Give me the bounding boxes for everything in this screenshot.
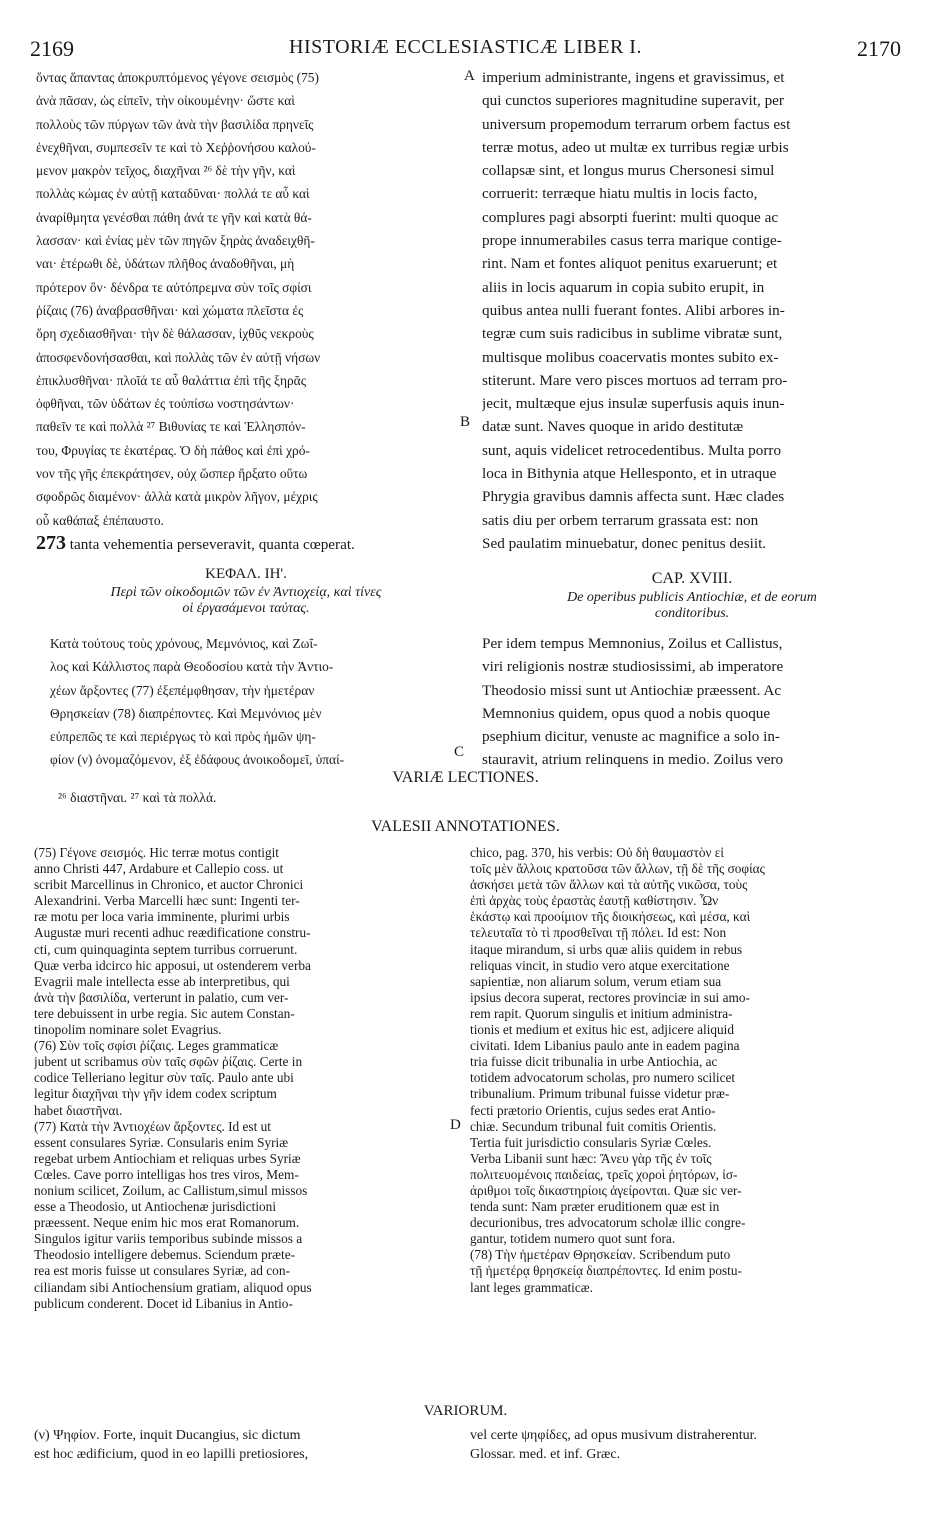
variorum-line: est hoc ædificium, quod in eo lapilli pretiosiores, [34, 1447, 309, 1462]
annotation-line: Singulos igitur variis temporibus subinde missos a [34, 1231, 303, 1247]
annotation-line: τελευταῖα τὸ τὶ προσθεῖναι τῇ πόλει. Id est: Non [470, 925, 727, 941]
annotation-line: πολιτευομένοις παιδείας, τρεῖς χοροὶ ῥητόρων, ἰσ- [470, 1166, 738, 1182]
text-line: ἐνεχθῆναι, συμπεσεῖν τε καὶ τὸ Χεῤῥονήσου καλού- [36, 139, 316, 155]
text-line: prope innumerabiles casus terra marique contige- [482, 232, 782, 250]
text-line: ἀνὰ πᾶσαν, ὡς εἰπεῖν, τὴν οἰκουμένην· ὥστε καὶ [36, 93, 295, 109]
annotation-line: præessent. Neque enim hic mos erat Romanorum. [34, 1215, 300, 1231]
text-line: Per idem tempus Memnonius, Zoilus et Callistus, [482, 635, 783, 652]
text-line: jecit, multæque ejus insulæ superfusis aquis inun- [482, 395, 785, 413]
annotation-line: sapientiæ, non aliarum solum, verum etiam sua [470, 973, 722, 989]
annotation-line: Cœles. Cave porro intelligas hos tres viros, Mem- [34, 1166, 299, 1182]
chapter-subtitle-greek-1: Περὶ τῶν οἰκοδομιῶν τῶν ἐν Ἀντιοχείᾳ, καὶ τίνες [110, 585, 382, 600]
text-line: Κατὰ τούτους τοὺς χρόνους, Μεμνόνιος, καὶ Ζωΐ- [50, 636, 318, 651]
latin-continuation-line: tanta vehementia perseveravit, quanta cœperat. [69, 536, 355, 553]
text-line: sunt, aquis videlicet retrocedentibus. Multa porro [482, 441, 782, 459]
annotation-line: regebat urbem Antiochiam et reliquas urbes Syriæ [34, 1150, 301, 1166]
text-line: stiterunt. Mare vero pisces mortuos ad terram pro- [482, 371, 788, 389]
text-line: λασσαν· καὶ ἐνίας μὲν τῶν πηγῶν ξηρὰς ἀναδειχθῆ- [36, 233, 315, 249]
text-line: Θρησκείαν (78) διαπρέποντες. Καὶ Μεμνόνιος μὲν [50, 705, 322, 721]
variorum-line: (ν) Ψηφίον. Forte, inquit Ducangius, sic dictum [34, 1428, 301, 1443]
annotation-line: rea est moris fuisse ut consulares Syriæ, ad con- [34, 1263, 290, 1279]
annotation-line: Evagrii male intellecta esse ab interpretibus, qui [34, 973, 290, 989]
valesii-heading: VALESII ANNOTATIONES. [371, 818, 560, 835]
text-line: οὗ καθάπαξ ἐπέπαυστο. [36, 512, 164, 528]
annotation-line: (75) Γέγονε σεισμός. Hic terræ motus contigit [34, 845, 280, 860]
text-line: viri religionis nostræ studiosissimi, ab imperatore [482, 658, 784, 676]
chapter-subtitle-latin-1: De operibus publicis Antiochiæ, et de eorum [567, 590, 817, 605]
text-line: aliis in locis aquarum in copia subito erupit, in [482, 278, 765, 296]
annotation-line: itaque mirandum, si urbs quæ aliis quidem in rebus [470, 941, 743, 957]
annotation-line: Theodosio intelligere debemus. Sciendum præte- [34, 1247, 296, 1263]
annotation-line: ἐπὶ ἀρχὰς τοὺς ἐραστὰς ἑαυτῇ καθίστησιν. Ὧν [470, 893, 719, 909]
text-line: ἀναρίθμητα γενέσθαι πάθη ἀνά τε γῆν καὶ κατὰ θά- [36, 209, 312, 225]
annotation-line: rem rapit. Quorum singulis et initium administra- [470, 1005, 733, 1021]
variorum-heading: VARIORUM. [423, 1403, 508, 1419]
annotation-line: publicum conderent. Docet id Libanius in Antio- [34, 1295, 293, 1311]
variorum-left [34, 1426, 454, 1464]
annotation-line: lant leges grammaticæ. [470, 1279, 593, 1295]
annotation-line: tenda sunt: Nam præter eruditionem quæ est in [470, 1199, 720, 1215]
annotation-line: esse a Theodosio, ut Antiochenæ jurisdictioni [34, 1199, 277, 1215]
annotation-line: chiæ. Secundum tribunal fuit comitis Orientis. [470, 1118, 717, 1134]
variae-lectiones-heading: VARIÆ LECTIONES. [392, 769, 539, 786]
annotation-line: ἑκάστῳ καὶ προοίμιον τῆς διοικήσεως, καὶ μέσα, καὶ [470, 909, 751, 925]
text-line: Theodosio missi sunt ut Antiochiæ præessent. Ac [482, 681, 782, 699]
annotation-line: chico, pag. 370, his verbis: Οὐ δὴ θαυμαστὸν εἰ [470, 845, 724, 860]
text-line: ἀποσφενδονήσασθαι, καὶ πολλὰς τῶν ἐν αὐτῇ νήσων [36, 349, 321, 365]
text-line: multisque molibus coacervatis montes subito ex- [482, 348, 779, 366]
annotation-line: cti, cum quinquaginta septem turribus corruerunt. [34, 941, 298, 957]
chapter-subtitle-greek-2: οἱ ἐργασάμενοι ταύτας. [182, 601, 310, 616]
left-page-number: 2169 [30, 36, 74, 61]
annotation-line: scribit Marcellinus in Chronico, et auctor Chronici [34, 877, 304, 893]
annotation-line: ciliandam sibi Antiochensium gratiam, aliquod opus [34, 1279, 312, 1295]
chapter-heading-greek [36, 566, 456, 617]
text-line: psephium dicitur, venuste ac magnifice a solo in- [482, 728, 780, 746]
margin-letter-b: B [460, 414, 471, 430]
annotation-line: legitur διαχῆναι τὴν γῆν idem codex scriptum [34, 1086, 277, 1102]
text-line: ὄντας ἅπαντας ἀποκρυπτόμενος γέγονε σεισμὸς (75) [36, 70, 319, 85]
annotation-line: gantur, totidem numero quot sunt fora. [470, 1231, 676, 1247]
text-line: satis diu per orbem terrarum grassata est: non [482, 511, 759, 529]
annotations-left-column [34, 845, 446, 1312]
text-line: rint. Nam et fontes aliquot penitus exaruerunt; et [482, 255, 778, 273]
right-page-number: 2170 [857, 36, 901, 61]
text-line: ναι· ἑτέρωθι δὲ, ὑδάτων πλῆθος ἀναδοθῆναι, μὴ [36, 256, 295, 272]
variorum-line: vel certe ψηφίδες, ad opus musivum distraherentur. [470, 1428, 757, 1443]
text-line: corruerit: terræque hiatu multis in locis facto, [482, 185, 758, 203]
annotation-line: tribunalium. Primum tribunal fuisse videtur præ- [470, 1086, 730, 1102]
running-header [30, 36, 901, 60]
annotation-line: tionis et medium et exitus hic est, adjicere aliquid [470, 1022, 735, 1038]
annotation-line: Alexandrini. Verba Marcelli hæc sunt: Ingenti ter- [34, 893, 300, 909]
chapter-subtitle-latin-2: conditoribus. [654, 606, 730, 621]
text-line: complures pagi absorpti fuerint: multi quoque ac [482, 208, 779, 226]
annotation-line: ræ motu per loca varia imminente, plurimi urbis [34, 909, 290, 925]
text-line: χέων ἄρξοντες (77) ἐξεπέμφθησαν, τὴν ἡμετέραν [50, 682, 315, 698]
annotation-line: ἀσκήσει μετὰ τῶν ἄλλων καὶ τὰ αὐτῆς νικῶσα, τοὺς [470, 877, 748, 893]
text-line: qui cunctos superiores magnitudine superavit, per [482, 92, 784, 110]
text-line: terræ motus, adeo ut multæ ex turribus regiæ urbis [482, 138, 789, 156]
annotation-line: (78) Τὴν ἡμετέραν Θρησκείαν. Scribendum puto [470, 1247, 731, 1263]
annotation-line: fecti prætorio Orientis, cujus sedes erat Antio- [470, 1102, 716, 1118]
text-line: collapsæ sint, et longus murus Chersonesi simul [482, 162, 775, 180]
variae-lectiones-text: ²⁶ διαστῆναι. ²⁷ καὶ τὰ πολλά. [58, 790, 217, 805]
annotation-line: habet διαστῆναι. [34, 1102, 123, 1118]
text-line: ῥίζαις (76) ἀναβρασθῆναι· καὶ χώματα πλεῖστα ἐς [36, 302, 304, 318]
annotation-line: Verba Libanii sunt hæc: Ἄνευ γὰρ τῆς ἐν τοῖς [470, 1150, 712, 1166]
annotation-line: tinopolim nominare solet Evagrius. [34, 1022, 222, 1038]
text-line: Phrygia gravibus damnis affecta sunt. Hæc clades [482, 488, 785, 506]
annotation-line: codice Telleriano legitur σὺν ταῖς. Paulo ante ubi [34, 1070, 294, 1086]
annotation-line: (76) Σὺν τοῖς σφίσι ῥίζαις. Leges grammaticæ [34, 1038, 279, 1054]
text-line: ἐπικλυσθῆναι· πλοῖά τε αὖ θαλάττια ἐπὶ τῆς ξηρᾶς [36, 372, 306, 388]
greek-text-top [36, 66, 456, 532]
column-number-marker: 273 [36, 532, 66, 554]
text-line: νον τῆς γῆς ἐπεκράτησεν, οὐχ ὥσπερ ἤρξατο οὕτω [36, 466, 308, 482]
text-line: loca in Bithynia atque Hellesponto, et in utraque [482, 465, 777, 483]
text-line: Memnonius quidem, opus quod a nobis quoque [482, 704, 771, 722]
variorum-right [470, 1426, 902, 1464]
annotation-line: (77) Κατὰ τὴν Ἀντιοχέων ἄρξοντες. Id est ut [34, 1118, 271, 1134]
greek-last-line [36, 532, 496, 556]
text-line: imperium administrante, ingens et gravissimus, et [482, 69, 785, 86]
running-title: HISTORIÆ ECCLESIASTICÆ LIBER I. [289, 36, 642, 58]
annotation-line: ipsius decora superat, rectores provinciæ in sui amo- [470, 989, 750, 1005]
text-line: μενον μακρὸν τεῖχος, διαχῆναι ²⁶ δὲ τὴν γῆν, καὶ [36, 163, 296, 179]
text-line: ὄρη σχεδιασθῆναι· τὴν δὲ θάλασσαν, ἰχθῦς νεκροὺς [36, 326, 314, 342]
text-line: Sed paulatim minuebatur, donec penitus desiit. [482, 534, 767, 552]
text-line: πολλὰς κώμας ἐν αὐτῇ καταδῦναι· πολλά τε αὖ καὶ [36, 186, 310, 202]
annotation-line: tria fuisse dicit tribunalia in urbe Antiochia, ac [470, 1054, 718, 1070]
margin-letter-a: A [464, 68, 475, 84]
chapter-heading-latin [482, 570, 902, 622]
text-line: του, Φρυγίας τε ἑκατέρας. Ὁ δὴ πάθος καὶ ἐπὶ χρό- [36, 442, 310, 458]
variorum-line: Glossar. med. et inf. Græc. [470, 1447, 621, 1462]
annotation-line: totidem advocatorum scholas, pro numero scilicet [470, 1070, 736, 1086]
annotation-line: Augustæ muri recenti adhuc reædificatione constru- [34, 925, 311, 941]
text-line: stauravit, atrium relinquens in medio. Zoilus vero [482, 751, 784, 769]
annotation-line: tere debuissent in urbe regia. Sic autem Constan- [34, 1005, 295, 1021]
text-line: παθεῖν τε καὶ πολλὰ ²⁷ Βιθυνίας τε καὶ Ἑλλησπόν- [36, 419, 306, 435]
margin-letter-d: D [450, 1117, 461, 1133]
text-line: εὐπρεπῶς τε καὶ περιέργως τὸ καὶ πρὸς ἡμῶν ψη- [50, 729, 316, 745]
text-line: quibus antea nulli fuerant fontes. Alibi arbores in- [482, 301, 785, 319]
annotation-line: decurionibus, tres advocatorum scholæ illic congre- [470, 1215, 746, 1231]
annotation-line: ἀνὰ τὴν βασιλίδα, verterunt in palatio, cum ver- [34, 989, 289, 1005]
annotation-line: reliquas vincit, in studio vero atque exercitatione [470, 957, 730, 973]
annotation-line: essent consulares Syriæ. Consularis enim Syriæ [34, 1134, 289, 1150]
latin-text-top [482, 66, 902, 555]
chapter-number-latin: CAP. XVIII. [651, 570, 733, 587]
annotation-line: τοῖς μὲν ἄλλοις κρατοῦσα τῶν ἄλλων, τῇ δὲ τῆς σοφίας [470, 861, 765, 877]
annotation-line: Quæ verba idcirco hic apposui, ut ostenderem verba [34, 957, 311, 973]
text-line: πολλοὺς τῶν πύργων τῶν ἀνὰ τὴν βασιλίδα πρηνεῖς [36, 116, 314, 132]
text-line: datæ sunt. Naves quoque in arido destitutæ [482, 418, 744, 436]
margin-letter-c: C [454, 744, 465, 760]
annotation-line: jubent ut scribamus σὺν ταῖς σφῶν ῥίζαις. Certe in [34, 1054, 303, 1070]
annotation-line: civitati. Idem Libanius paulo ante in eadem pagina [470, 1038, 740, 1054]
annotation-line: Tertia fuit jurisdictio consularis Syriæ Cœles. [470, 1134, 712, 1150]
text-line: universum propemodum terrarum orbem factus est [482, 115, 791, 133]
greek-text-chapter [50, 632, 460, 772]
text-line: φίον (ν) ὀνομαζόμενον, ἐξ ἐδάφους ἀνοικοδομεῖ, ὑπαί- [50, 752, 345, 768]
text-line: ὀφθῆναι, τῶν ὑδάτων ἐς τοὐπίσω νοστησάντων· [36, 396, 295, 412]
annotation-line: nonium scilicet, Zoilum, ac Callistum,simul missos [34, 1182, 308, 1198]
annotations-right-column [470, 845, 902, 1296]
annotation-line: τῇ ἡμετέρᾳ θρησκείᾳ διαπρέποντες. Id enim postu- [470, 1263, 742, 1279]
text-line: tegræ cum suis radicibus in sublime vibratæ sunt, [482, 325, 783, 343]
text-line: σφοδρῶς διαμένον· ἀλλὰ κατὰ μικρὸν λῆγον, μέχρις [36, 489, 318, 505]
chapter-number-greek: ΚΕΦΑΛ. ΙΗ'. [205, 566, 287, 582]
text-line: πρότερον ὂν· δένδρα τε αὐτόπρεμνα σὺν τοῖς σφίσι [36, 279, 312, 295]
latin-text-chapter [482, 632, 902, 772]
annotation-line: άριθμοι τοῖς δικαστηρίοις ἀγείρονται. Quæ sic ver- [470, 1182, 742, 1198]
annotation-line: anno Christi 447, Ardabure et Callepio coss. ut [34, 861, 284, 877]
text-line: λος καὶ Κάλλιστος παρὰ Θεοδοσίου κατὰ τὴν Ἀντιο- [50, 659, 334, 675]
